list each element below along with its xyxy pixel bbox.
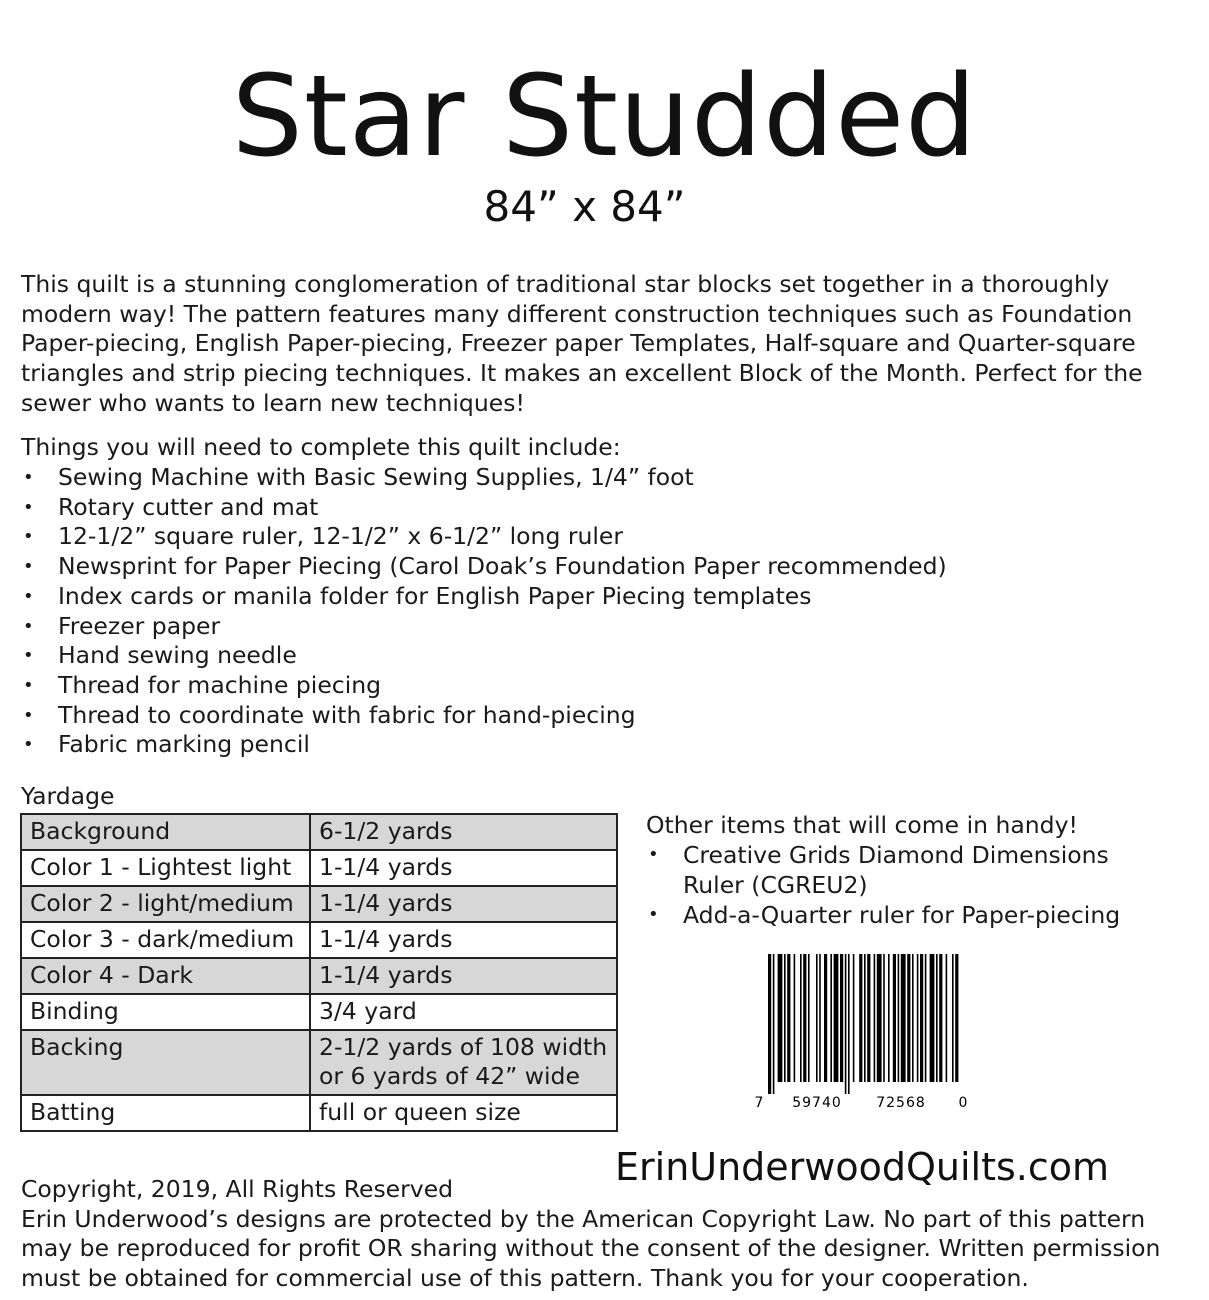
pattern-title: Star Studded	[231, 52, 978, 182]
barcode-bar	[874, 954, 876, 1082]
yardage-item: Background	[21, 814, 310, 850]
barcode-bar	[768, 954, 771, 1094]
yardage-amount: 1-1/4 yards	[310, 886, 617, 922]
barcode-bar	[803, 954, 806, 1082]
yardage-amount: 1-1/4 yards	[310, 850, 617, 886]
barcode-bar	[859, 954, 862, 1082]
needs-item: • Index cards or manila folder for English Paper Piecing templates	[21, 582, 947, 612]
yardage-amount: full or queen size	[310, 1095, 617, 1131]
quilt-size: 84” x 84”	[483, 182, 686, 231]
extras-item: • Add-a-Quarter ruler for Paper-piecing	[646, 900, 1166, 930]
yardage-item: Backing	[21, 1030, 310, 1095]
needs-item: • Fabric marking pencil	[21, 730, 947, 760]
barcode-bar	[888, 954, 890, 1082]
yardage-table	[20, 813, 618, 1132]
needs-item: • Sewing Machine with Basic Sewing Supplies, 1/4” foot	[21, 463, 947, 493]
needs-heading: Things you will need to complete this quilt include:	[21, 433, 621, 461]
extras-list	[646, 840, 1166, 930]
table-row	[21, 1030, 617, 1095]
copyright-line: Copyright, 2019, All Rights Reserved	[21, 1175, 454, 1203]
barcode-bar	[939, 954, 942, 1082]
barcode-bar	[824, 954, 827, 1082]
barcode-bar	[946, 954, 948, 1082]
barcode-bar	[845, 954, 847, 1094]
barcode-bar	[778, 954, 783, 1082]
extras-item: • Creative Grids Diamond Dimensions Ruler (CGREU2)	[646, 840, 1166, 900]
barcode-bar	[784, 954, 786, 1082]
barcode-bar	[893, 954, 896, 1082]
intro-paragraph: This quilt is a stunning conglomeration of traditional star blocks set together in a thoroughly modern way! The pattern features many different construction techniques such as Foundation Paper-piecing, English Paper-piecing, Freezer paper Templates, Half-square and Quarter-square triangles and strip piecing techniques. It makes an excellent Block of the Month. Perfect for the sewer who wants to learn new techniques!	[21, 270, 1143, 417]
barcode-bar	[912, 954, 914, 1082]
barcode-digit: 72568	[876, 1095, 926, 1111]
table-row	[21, 958, 617, 994]
barcode-bar	[952, 954, 954, 1082]
barcode-bar	[920, 954, 923, 1082]
yardage-amount: 2-1/2 yards of 108 width or 6 yards of 42” wide	[310, 1030, 617, 1095]
barcode-bar	[936, 954, 938, 1082]
barcode-bar	[925, 954, 927, 1082]
table-row	[21, 886, 617, 922]
yardage-amount: 1-1/4 yards	[310, 922, 617, 958]
table-row	[21, 850, 617, 886]
needs-item: • Newsprint for Paper Piecing (Carol Doak’s Foundation Paper recommended)	[21, 552, 947, 582]
yardage-item: Color 2 - light/medium	[21, 886, 310, 922]
yardage-amount: 3/4 yard	[310, 994, 617, 1030]
barcode-bar	[840, 954, 843, 1082]
barcode-bar	[864, 954, 866, 1082]
barcode-bar	[898, 954, 900, 1082]
yardage-item: Batting	[21, 1095, 310, 1131]
barcode-digit: 59740	[792, 1095, 842, 1111]
yardage-item: Color 3 - dark/medium	[21, 922, 310, 958]
barcode-bar	[773, 954, 775, 1094]
barcode-bar	[808, 954, 810, 1082]
barcode-bar	[907, 954, 910, 1082]
needs-item: • Freezer paper	[21, 612, 947, 642]
yardage-item: Color 1 - Lightest light	[21, 850, 310, 886]
yardage-amount: 1-1/4 yards	[310, 958, 617, 994]
barcode-bar	[867, 954, 870, 1082]
barcode-bar	[816, 954, 818, 1082]
barcode-bar	[883, 954, 885, 1082]
needs-item: • Rotary cutter and mat	[21, 493, 947, 523]
barcode-bar	[917, 954, 919, 1082]
needs-list	[21, 463, 947, 760]
table-row	[21, 994, 617, 1030]
needs-item: • Thread to coordinate with fabric for hand-piecing	[21, 701, 947, 731]
barcode-bar	[930, 954, 935, 1082]
barcode-digit: 7	[754, 1095, 764, 1111]
barcode-bars	[768, 954, 958, 1094]
table-row	[21, 1095, 617, 1131]
table-row	[21, 922, 617, 958]
barcode	[750, 952, 970, 1112]
copyright-block	[21, 1175, 1201, 1294]
barcode-bar	[955, 954, 958, 1082]
copyright-body: Erin Underwood’s designs are protected by the American Copyright Law. No part of this pattern may be reproduced for profit OR sharing without the consent of the designer. Written permission must be obtained for commercial use of this pattern. Thank you for your cooperation.	[21, 1204, 1161, 1293]
barcode-bar	[834, 954, 839, 1082]
barcode-bar	[901, 954, 906, 1082]
yardage-amount: 6-1/2 yards	[310, 814, 617, 850]
website-link[interactable]: ErinUnderwoodQuilts.com	[615, 1145, 1110, 1189]
barcode-bar	[787, 954, 790, 1082]
barcode-bar	[819, 954, 821, 1082]
barcode-bar	[848, 954, 850, 1094]
table-row	[21, 814, 617, 850]
needs-item: • 12-1/2” square ruler, 12-1/2” x 6-1/2” long ruler	[21, 522, 947, 552]
barcode-bar	[800, 954, 802, 1082]
extras-heading: Other items that will come in handy!	[646, 811, 1078, 839]
barcode-digit: 0	[958, 1095, 968, 1111]
barcode-bar	[853, 954, 855, 1082]
barcode-bar	[830, 954, 832, 1082]
barcode-bar	[794, 954, 796, 1082]
needs-item: • Thread for machine piecing	[21, 671, 947, 701]
yardage-label: Yardage	[21, 782, 115, 810]
yardage-item: Color 4 - Dark	[21, 958, 310, 994]
barcode-bar	[877, 954, 882, 1082]
yardage-item: Binding	[21, 994, 310, 1030]
needs-item: • Hand sewing needle	[21, 641, 947, 671]
